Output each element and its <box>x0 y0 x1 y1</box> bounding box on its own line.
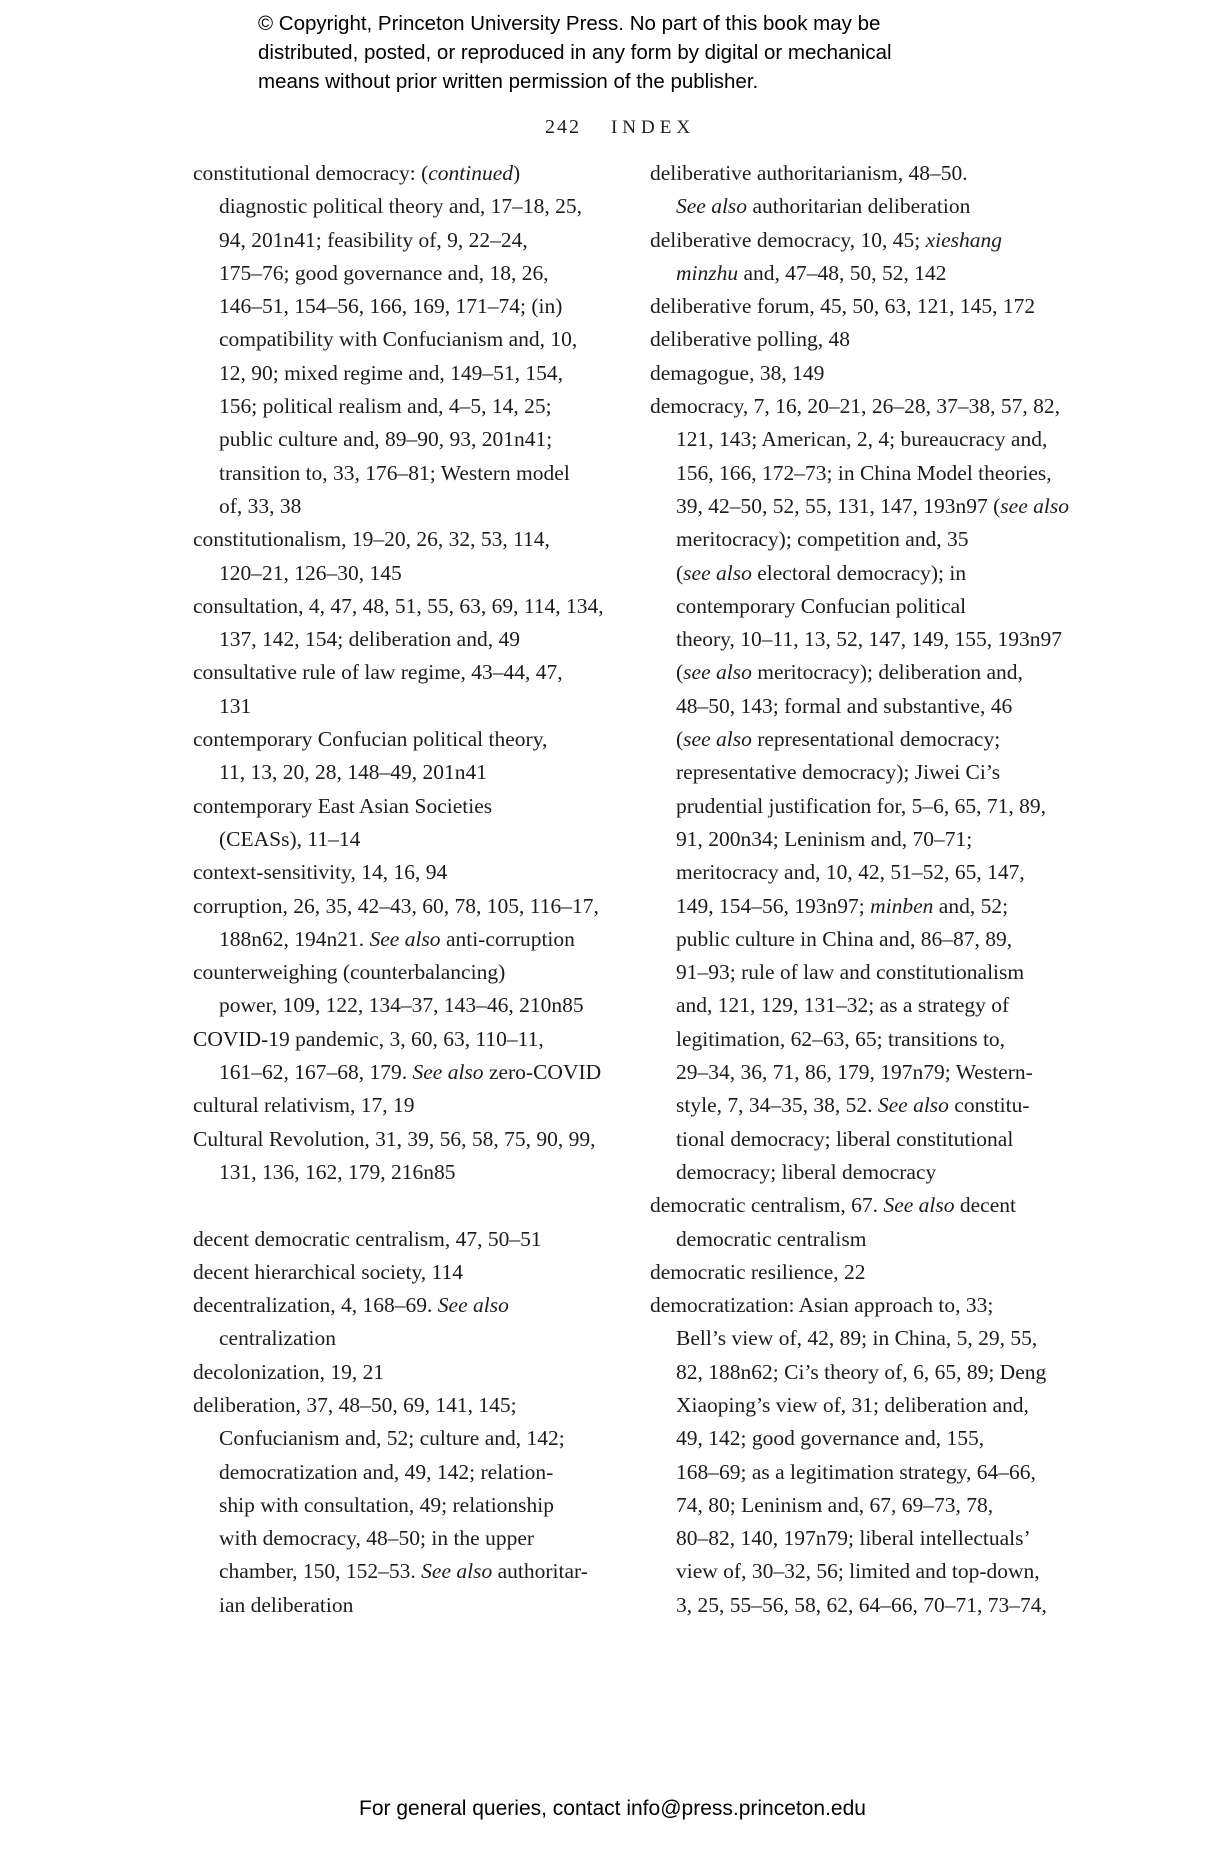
index-line: democratic centralism, 67. See also decent <box>650 1193 1016 1218</box>
index-line: demagogue, 38, 149 <box>650 360 825 385</box>
index-line: democratic centralism <box>676 1226 867 1251</box>
page-number: 242 <box>544 116 581 138</box>
index-line: power, 109, 122, 134–37, 143–46, 210n85 <box>219 993 584 1018</box>
index-line: 29–34, 36, 71, 86, 179, 197n79; Western- <box>676 1060 1033 1085</box>
index-line: centralization <box>219 1326 336 1351</box>
index-line: 39, 42–50, 52, 55, 131, 147, 193n97 (see also <box>676 493 1069 518</box>
index-line: deliberation, 37, 48–50, 69, 141, 145; <box>193 1392 517 1417</box>
index-line: Bell’s view of, 42, 89; in China, 5, 29, 55, <box>676 1326 1038 1351</box>
index-line: context-sensitivity, 14, 16, 94 <box>193 860 448 885</box>
index-line: diagnostic political theory and, 17–18, 25, <box>219 194 583 219</box>
index-line: contemporary Confucian political theory, <box>193 727 548 752</box>
index-line: 94, 201n41; feasibility of, 9, 22–24, <box>219 227 528 252</box>
index-line: 120–21, 126–30, 145 <box>219 560 402 585</box>
index-line: 48–50, 143; formal and substantive, 46 <box>676 693 1013 718</box>
index-line: theory, 10–11, 13, 52, 147, 149, 155, 193n97 <box>676 627 1062 652</box>
index-line: style, 7, 34–35, 38, 52. See also constitu- <box>676 1093 1030 1118</box>
index-line: 121, 143; American, 2, 4; bureaucracy and, <box>676 427 1048 452</box>
index-line: 168–69; as a legitimation strategy, 64–66, <box>676 1459 1036 1484</box>
index-line: 11, 13, 20, 28, 148–49, 201n41 <box>219 760 487 785</box>
index-line: deliberative polling, 48 <box>650 327 851 352</box>
index-line: 91–93; rule of law and constitutionalism <box>676 960 1025 985</box>
index-line: COVID-19 pandemic, 3, 60, 63, 110–11, <box>193 1026 544 1051</box>
index-line: 149, 154–56, 193n97; minben and, 52; <box>676 893 1009 918</box>
index-line: 161–62, 167–68, 179. See also zero-COVID <box>219 1060 602 1085</box>
index-line: democracy; liberal democracy <box>676 1159 937 1184</box>
index-line: meritocracy); competition and, 35 <box>676 527 969 552</box>
index-line: 175–76; good governance and, 18, 26, <box>219 260 549 285</box>
index-line: tional democracy; liberal constitutional <box>676 1126 1014 1151</box>
index-line: 188n62, 194n21. See also anti-corruption <box>219 926 575 951</box>
index-line: democratic resilience, 22 <box>650 1259 866 1284</box>
index-line: public culture and, 89–90, 93, 201n41; <box>219 427 553 452</box>
index-line: view of, 30–32, 56; limited and top-down, <box>676 1559 1040 1584</box>
index-line: public culture in China and, 86–87, 89, <box>676 926 1013 951</box>
index-line: consultative rule of law regime, 43–44, 47, <box>193 660 563 685</box>
index-line: 80–82, 140, 197n79; liberal intellectuals’ <box>676 1526 1031 1551</box>
index-line: cultural relativism, 17, 19 <box>193 1093 415 1118</box>
index-line: meritocracy and, 10, 42, 51–52, 65, 147, <box>676 860 1025 885</box>
index-line: with democracy, 48–50; in the upper <box>219 1526 535 1551</box>
index-line: democracy, 7, 16, 20–21, 26–28, 37–38, 57, 82, <box>650 394 1061 419</box>
index-line: prudential justification for, 5–6, 65, 71, 89, <box>676 793 1046 818</box>
index-column-right <box>650 157 1110 1622</box>
index-line: decentralization, 4, 168–69. See also <box>193 1293 509 1318</box>
copyright-line-3: means without prior written permission of the publisher. <box>258 70 759 93</box>
index-line: 156; political realism and, 4–5, 14, 25; <box>219 394 552 419</box>
index-line: 137, 142, 154; deliberation and, 49 <box>219 627 520 652</box>
index-line: Cultural Revolution, 31, 39, 56, 58, 75, 90, 99, <box>193 1126 596 1151</box>
copyright-line-2: distributed, posted, or reproduced in any form by digital or mechanical <box>258 41 892 64</box>
index-line: decent hierarchical society, 114 <box>193 1259 464 1284</box>
index-line: compatibility with Confucianism and, 10, <box>219 327 578 352</box>
index-line: 82, 188n62; Ci’s theory of, 6, 65, 89; Deng <box>676 1359 1047 1384</box>
index-line: ian deliberation <box>219 1592 354 1617</box>
index-line: constitutionalism, 19–20, 26, 32, 53, 114, <box>193 527 550 552</box>
footer-contact-text: For general queries, contact info@press.princeton.edu <box>359 1797 866 1820</box>
index-line: 156, 166, 172–73; in China Model theories, <box>676 460 1052 485</box>
index-line: See also authoritarian deliberation <box>676 194 971 219</box>
index-line: 146–51, 154–56, 166, 169, 171–74; (in) <box>219 294 563 319</box>
index-line-blank <box>193 1189 638 1222</box>
copyright-line-1: © Copyright, Princeton University Press. No part of this book may be <box>258 12 881 35</box>
index-line: 131 <box>219 693 252 718</box>
index-line: ship with consultation, 49; relationship <box>219 1492 555 1517</box>
index-line: 91, 200n34; Leninism and, 70–71; <box>676 826 973 851</box>
index-line: 3, 25, 55–56, 58, 62, 64–66, 70–71, 73–74, <box>676 1592 1047 1617</box>
index-line: contemporary East Asian Societies <box>193 793 493 818</box>
page-header <box>0 116 1225 139</box>
index-line: (see also meritocracy); deliberation and, <box>676 660 1023 685</box>
index-line: deliberative authoritarianism, 48–50. <box>650 161 968 185</box>
page-footer <box>0 1797 1225 1821</box>
index-line: constitutional democracy: (continued) <box>193 161 521 185</box>
index-line: Confucianism and, 52; culture and, 142; <box>219 1426 565 1451</box>
index-line: (CEASs), 11–14 <box>219 826 361 851</box>
index-line: representative democracy); Jiwei Ci’s <box>676 760 1001 785</box>
index-line: minzhu and, 47–48, 50, 52, 142 <box>676 260 947 285</box>
index-line: legitimation, 62–63, 65; transitions to, <box>676 1026 1006 1051</box>
index-line: corruption, 26, 35, 42–43, 60, 78, 105, 116–17, <box>193 893 599 918</box>
index-line: and, 121, 129, 131–32; as a strategy of <box>676 993 1010 1018</box>
index-line: deliberative democracy, 10, 45; xieshang <box>650 227 1003 252</box>
index-column-left <box>193 157 638 1622</box>
index-line: chamber, 150, 152–53. See also authoritar- <box>219 1559 588 1584</box>
index-line: decent democratic centralism, 47, 50–51 <box>193 1226 542 1251</box>
index-line: 12, 90; mixed regime and, 149–51, 154, <box>219 360 563 385</box>
index-line: consultation, 4, 47, 48, 51, 55, 63, 69, 114, 134, <box>193 593 604 618</box>
index-line: of, 33, 38 <box>219 493 302 518</box>
index-line: decolonization, 19, 21 <box>193 1359 385 1384</box>
index-line: transition to, 33, 176–81; Western model <box>219 460 570 485</box>
index-line: contemporary Confucian political <box>676 593 967 618</box>
index-line: 49, 142; good governance and, 155, <box>676 1426 985 1451</box>
index-line: Xiaoping’s view of, 31; deliberation and, <box>676 1392 1029 1417</box>
index-line: 131, 136, 162, 179, 216n85 <box>219 1159 456 1184</box>
index-title: INDEX <box>610 117 696 138</box>
index-line: democratization and, 49, 142; relation- <box>219 1459 554 1484</box>
index-line: deliberative forum, 45, 50, 63, 121, 145, 172 <box>650 294 1036 319</box>
index-line: democratization: Asian approach to, 33; <box>650 1293 994 1318</box>
index-line: (see also electoral democracy); in <box>676 560 967 585</box>
index-line: 74, 80; Leninism and, 67, 69–73, 78, <box>676 1492 994 1517</box>
index-line: (see also representational democracy; <box>676 727 1001 752</box>
index-line: counterweighing (counterbalancing) <box>193 960 506 985</box>
copyright-notice <box>258 9 892 96</box>
